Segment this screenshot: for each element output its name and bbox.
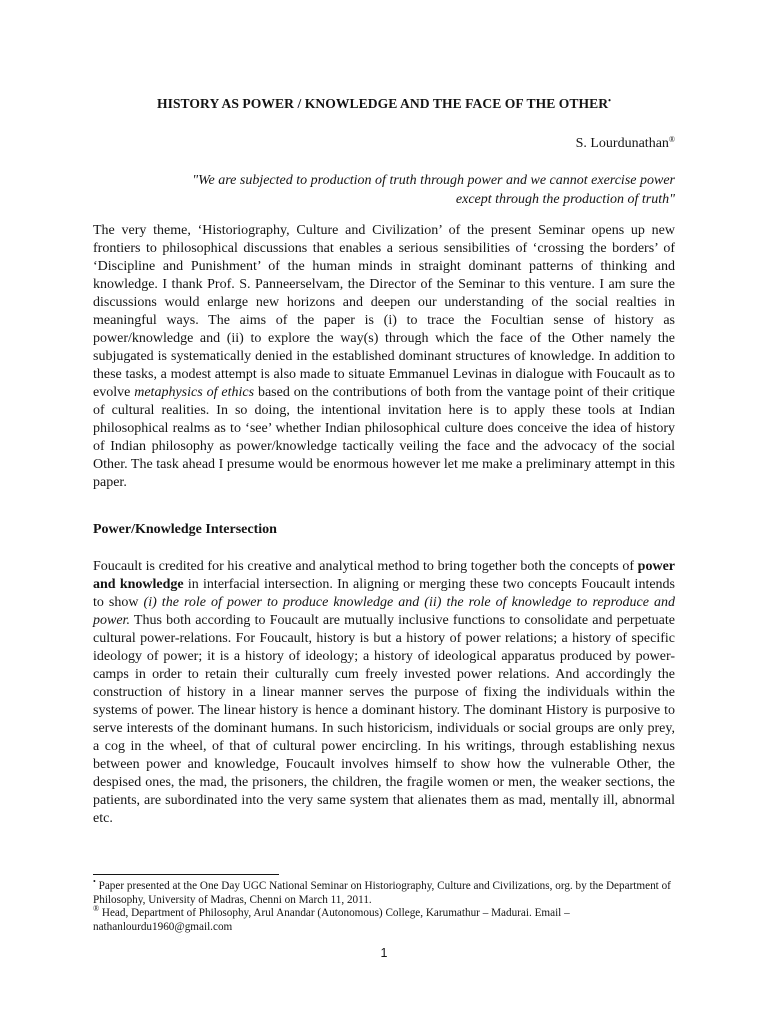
footnote-2-text: Head, Department of Philosophy, Arul Anandar (Autonomous) College, Karumathur – Madurai. Email – nathanlourdu1960@gmail.com — [93, 907, 570, 933]
intro-text-italic: metaphysics of ethics — [134, 385, 255, 400]
footnote-1 — [93, 877, 675, 907]
epigraph-line-1: "We are subjected to production of truth through power and we cannot exercise power — [192, 173, 675, 188]
epigraph-line-2: except through the production of truth" — [455, 192, 675, 207]
page-number: 1 — [380, 946, 388, 960]
section-paragraph — [93, 558, 675, 828]
section-text-c: Thus both according to Foucault are mutually inclusive functions to consolidate and perpetuate cultural power-relations. For Foucault, history is but a history of power relations; a history of specific ideology of power; it is a history of ideology; a history of ideological apparatus produced by power-camps in order to retain their culturally cum freely invested power relations. And accordingly the construction of history in a linear manner serves the purpose of fixing the individuals within the systems of power. The linear history is hence a dominant history. The dominant History is purposive to serve interests of the dominant humans. In such historicism, individuals or social groups are only prey, a cog in the wheel, of that of cultural power encircling. In his writings, through establishing nexus between power and knowledge, Foucault involves himself to show how the vulnerable Other, the despised ones, the mad, the prisoners, the children, the fragile women or men, the weaker sections, the patients, are subordinated into the very same system that alienates them as mad, mentally ill, abnormal etc. — [93, 613, 675, 826]
epigraph-quote — [140, 171, 675, 209]
section-text-a: Foucault is credited for his creative and analytical method to bring together both the concepts of — [93, 559, 638, 574]
paper-title — [0, 96, 768, 112]
footnote-1-text: Paper presented at the One Day UGC National Seminar on Historiography, Culture and Civilizations, org. by the Department of Philosophy, University of Madras, Chenni on March 11, 2011. — [93, 880, 671, 906]
footnotes — [93, 877, 675, 934]
footnote-2-mark: ® — [93, 904, 100, 913]
intro-text-b: based on the contributions of both from the vantage point of their critique of cultural realities. In so doing, the intentional invitation here is to apply these tools at Indian philosophical realms as to ‘see’ whether Indian philosophical culture does conceive the idea of history of Indian philosophy as power/knowledge tactically veiling the face and the advocacy of the social Other. The task ahead I presume would be enormous however let me make a preliminary attempt in this paper. — [93, 385, 675, 490]
section-text-b: in interfacial intersection. In aligning or merging these two concepts Foucault intends to show — [93, 577, 675, 610]
footnote-divider — [93, 874, 279, 875]
section-text-bold: power and knowledge — [93, 559, 675, 592]
author-footnote-mark: ® — [668, 135, 675, 144]
section-heading: Power/Knowledge Intersection — [93, 522, 277, 537]
footnote-1-mark: • — [93, 877, 96, 886]
title-footnote-mark: • — [608, 96, 611, 105]
footnote-2 — [93, 904, 675, 934]
intro-text-a: The very theme, ‘Historiography, Culture and Civilization’ of the present Seminar opens up new frontiers to philosophical discussions that enables a serious sensibilities of ‘crossing the borders’ of ‘Discipline and Punishment’ of the human minds in straight dominant patterns of thinking and knowledge. I thank Prof. S. Panneerselvam, the Director of the Seminar to this venture. I am sure the discussions would enlarge new horizons and deepen our understanding of the social realties in meaningful ways. The aims of the paper is (i) to trace the Focultian sense of history as power/knowledge and (ii) to explore the way(s) through which the face of the Other namely the subjugated is systematically denied in the established dominant structures of knowledge. In addition to these tasks, a modest attempt is also made to situate Emmanuel Levinas in dialogue with Foucault as to evolve — [93, 223, 675, 400]
title-text: HISTORY AS POWER / KNOWLEDGE AND THE FACE OF THE OTHER — [156, 96, 609, 111]
author-text: S. Lourdunathan — [575, 136, 669, 151]
author-name — [576, 136, 675, 152]
section-text-italic: (i) the role of power to produce knowledge and (ii) the role of knowledge to reproduce and power. — [93, 595, 675, 628]
intro-paragraph — [93, 222, 675, 492]
